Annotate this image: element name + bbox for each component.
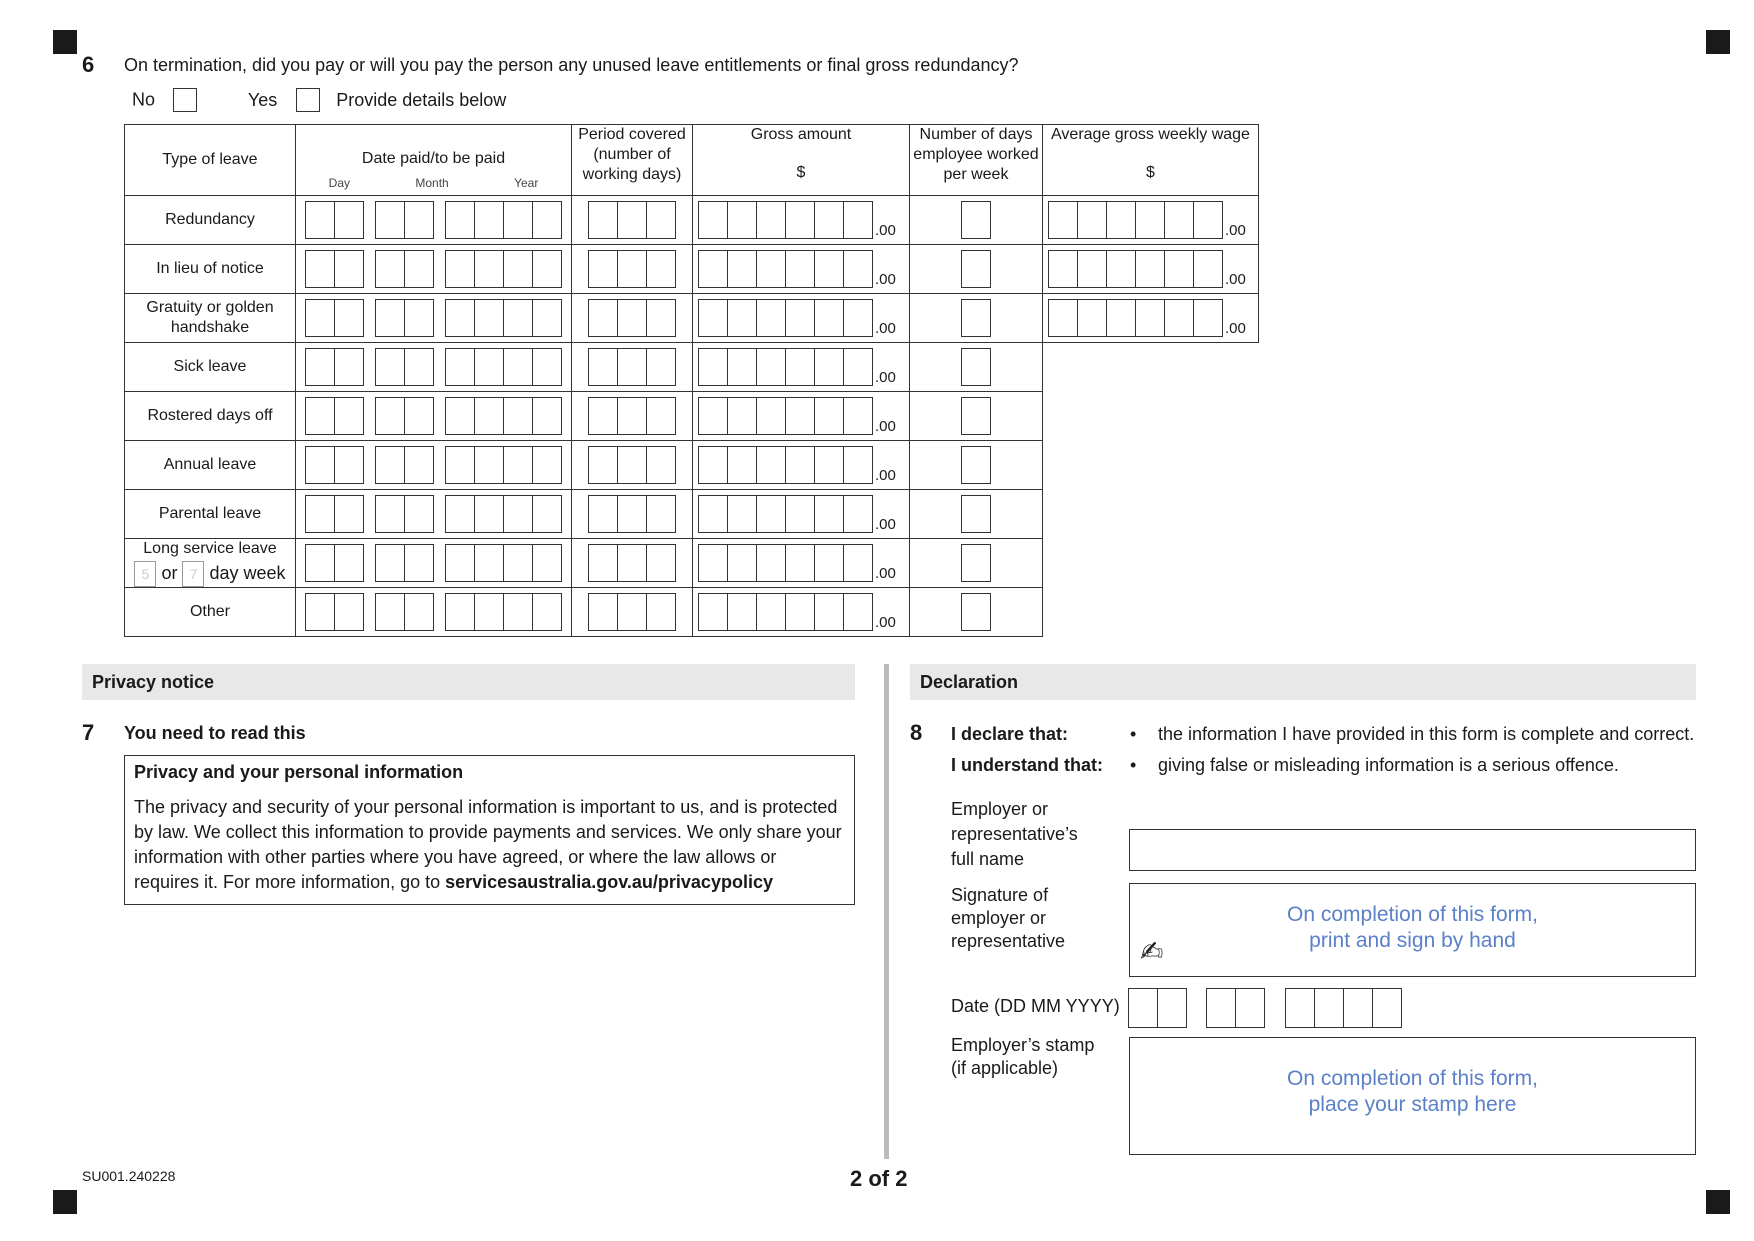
stamp-note-line-1: On completion of this form,	[1287, 1067, 1538, 1090]
month-boxes[interactable]	[376, 299, 434, 337]
question-6-options	[132, 88, 506, 112]
month-boxes[interactable]	[376, 250, 434, 288]
gross-boxes[interactable]	[699, 446, 873, 484]
leave-type-label: Long service leave	[143, 540, 277, 557]
wage-cell	[1043, 245, 1259, 294]
month-boxes[interactable]	[376, 495, 434, 533]
registration-mark-bottom-right	[1706, 1190, 1730, 1214]
signature-field[interactable]	[1129, 883, 1696, 977]
question-7-heading: You need to read this	[124, 723, 306, 743]
date-month-boxes[interactable]	[1207, 988, 1265, 1028]
date-cell	[296, 539, 572, 588]
table-row	[125, 588, 1259, 637]
year-boxes[interactable]	[446, 593, 562, 631]
signature-note-line-2: print and sign by hand	[1309, 929, 1516, 952]
date-subheader	[296, 173, 571, 193]
date-label: Date (DD MM YYYY)	[951, 996, 1120, 1016]
leave-type-cell	[125, 196, 296, 245]
days-cell	[910, 343, 1043, 392]
gross-boxes[interactable]	[699, 250, 873, 288]
header-day: Day	[328, 176, 351, 190]
gross-cents: .00	[875, 222, 896, 239]
gross-cell	[693, 441, 910, 490]
period-cell	[572, 294, 693, 343]
day-boxes[interactable]	[306, 544, 364, 582]
privacy-notice-bar: Privacy notice	[82, 664, 855, 700]
registration-mark-top-left	[53, 30, 77, 54]
table-row	[125, 490, 1259, 539]
period-boxes[interactable]	[589, 593, 676, 631]
leave-type-label: Gratuity or golden handshake	[146, 299, 274, 336]
gross-cell	[693, 539, 910, 588]
day-boxes[interactable]	[306, 446, 364, 484]
year-boxes[interactable]	[446, 299, 562, 337]
header-wage	[1043, 125, 1259, 196]
gross-boxes[interactable]	[699, 299, 873, 337]
privacy-body	[134, 795, 845, 895]
wage-cell	[1043, 294, 1259, 343]
leave-type-cell	[125, 490, 296, 539]
full-name-field[interactable]	[1129, 829, 1696, 871]
days-box[interactable]	[962, 446, 991, 484]
question-8-number: 8	[910, 720, 923, 745]
question-6-text: On termination, did you pay or will you pay the person any unused leave entitlements or final gross redundancy?	[124, 55, 1019, 75]
days-cell	[910, 539, 1043, 588]
date-cell	[296, 392, 572, 441]
period-cell	[572, 245, 693, 294]
header-gross	[693, 125, 910, 196]
month-boxes[interactable]	[376, 397, 434, 435]
wage-boxes[interactable]	[1049, 201, 1223, 239]
seven-day-box[interactable]: 7	[182, 561, 204, 587]
question-6-number: 6	[82, 52, 95, 77]
yes-note: Provide details below	[336, 89, 507, 110]
wage-cents: .00	[1225, 271, 1246, 288]
declare-text: the information I have provided in this form is complete and correct.	[1158, 724, 1695, 744]
day-boxes[interactable]	[306, 593, 364, 631]
wage-cell-empty	[1043, 441, 1259, 490]
table-row	[125, 294, 1259, 343]
period-boxes[interactable]	[589, 201, 676, 239]
week-option	[125, 561, 295, 587]
leave-type-label: Annual leave	[163, 456, 257, 473]
header-month: Month	[415, 176, 449, 190]
wage-cents: .00	[1225, 320, 1246, 337]
date-cell	[296, 490, 572, 539]
period-boxes[interactable]	[589, 397, 676, 435]
leave-type-label: In lieu of notice	[156, 260, 264, 277]
day-boxes[interactable]	[306, 348, 364, 386]
leave-type-cell	[125, 539, 296, 588]
leave-type-cell	[125, 294, 296, 343]
leave-type-label: Redundancy	[165, 211, 255, 228]
registration-mark-bottom-left	[53, 1190, 77, 1214]
period-cell	[572, 441, 693, 490]
date-cell	[296, 196, 572, 245]
header-period-label: Period covered (number of working days)	[578, 126, 686, 183]
period-cell	[572, 539, 693, 588]
date-year-boxes[interactable]	[1286, 988, 1402, 1028]
declaration-bar: Declaration	[910, 664, 1696, 700]
days-cell	[910, 490, 1043, 539]
month-boxes[interactable]	[376, 348, 434, 386]
days-box[interactable]	[962, 250, 991, 288]
leave-type-label: Sick leave	[173, 358, 247, 375]
page-number: 2 of 2	[850, 1166, 908, 1191]
privacy-box	[124, 755, 855, 905]
table-row	[125, 441, 1259, 490]
gross-boxes[interactable]	[699, 544, 873, 582]
form-code: SU001.240228	[82, 1168, 176, 1184]
leave-table-header	[125, 125, 1259, 196]
year-boxes[interactable]	[446, 544, 562, 582]
signature-note-line-1: On completion of this form,	[1287, 903, 1538, 926]
header-date-label: Date paid/to be paid	[361, 150, 506, 167]
gross-cents: .00	[875, 418, 896, 435]
wage-cell-empty	[1043, 343, 1259, 392]
table-row	[125, 539, 1259, 588]
period-boxes[interactable]	[589, 495, 676, 533]
wage-cell-empty	[1043, 392, 1259, 441]
gross-cell	[693, 343, 910, 392]
gross-cell	[693, 245, 910, 294]
leave-type-cell	[125, 441, 296, 490]
yes-label: Yes	[247, 89, 278, 110]
days-cell	[910, 392, 1043, 441]
stamp-label: Employer’s stamp (if applicable)	[951, 1035, 1095, 1078]
gross-cents: .00	[875, 516, 896, 533]
header-gross-unit: $	[796, 164, 806, 181]
yes-checkbox[interactable]	[296, 88, 320, 112]
header-type	[125, 125, 296, 196]
stamp-note-line-2: place your stamp here	[1308, 1093, 1517, 1116]
gross-boxes[interactable]	[699, 593, 873, 631]
day-boxes[interactable]	[306, 250, 364, 288]
table-row	[125, 245, 1259, 294]
signature-note	[1130, 902, 1695, 954]
stamp-field[interactable]	[1129, 1037, 1696, 1155]
days-box[interactable]	[962, 544, 991, 582]
days-box[interactable]	[962, 593, 991, 631]
year-boxes[interactable]	[446, 201, 562, 239]
day-boxes[interactable]	[306, 201, 364, 239]
wage-cents: .00	[1225, 222, 1246, 239]
leave-type-cell	[125, 343, 296, 392]
declare-label: I declare that:	[951, 724, 1069, 744]
year-boxes[interactable]	[446, 397, 562, 435]
understand-bullet: •	[1130, 755, 1137, 775]
leave-table	[124, 124, 1259, 637]
gross-boxes[interactable]	[699, 495, 873, 533]
period-cell	[572, 343, 693, 392]
date-boxes	[1129, 988, 1402, 1028]
gross-boxes[interactable]	[699, 201, 873, 239]
date-cell	[296, 294, 572, 343]
leave-table-body	[125, 196, 1259, 637]
wage-cell	[1043, 196, 1259, 245]
privacy-body-text: The privacy and security of your personal information is important to us, and is protected by law. We collect this information to provide payments and services. We only share your information with other parties where you have agreed, or where the law allows or requires it. For more information, go to	[134, 797, 842, 892]
stamp-note	[1130, 1066, 1695, 1118]
table-row	[125, 196, 1259, 245]
days-box[interactable]	[962, 397, 991, 435]
days-cell	[910, 441, 1043, 490]
month-boxes[interactable]	[376, 446, 434, 484]
or-label: or	[161, 562, 178, 583]
leave-type-label: Other	[189, 603, 230, 620]
header-year: Year	[514, 176, 539, 190]
period-boxes[interactable]	[589, 446, 676, 484]
no-label: No	[132, 89, 156, 110]
days-box[interactable]	[962, 495, 991, 533]
header-period	[572, 125, 693, 196]
days-box[interactable]	[962, 348, 991, 386]
gross-cell	[693, 490, 910, 539]
leave-type-cell	[125, 588, 296, 637]
wage-cell-empty	[1043, 588, 1259, 637]
date-cell	[296, 588, 572, 637]
period-cell	[572, 588, 693, 637]
period-boxes[interactable]	[589, 544, 676, 582]
no-checkbox[interactable]	[173, 88, 197, 112]
gross-cents: .00	[875, 565, 896, 582]
period-cell	[572, 392, 693, 441]
privacy-policy-link[interactable]: servicesaustralia.gov.au/privacypolicy	[445, 872, 773, 892]
understand-text: giving false or misleading information is a serious offence.	[1158, 755, 1619, 775]
days-cell	[910, 245, 1043, 294]
wage-cell-empty	[1043, 539, 1259, 588]
leave-type-label: Rostered days off	[147, 407, 273, 424]
gross-cents: .00	[875, 320, 896, 337]
day-boxes[interactable]	[306, 299, 364, 337]
gross-cents: .00	[875, 271, 896, 288]
gross-cell	[693, 588, 910, 637]
question-7-number: 7	[82, 720, 95, 745]
days-cell	[910, 588, 1043, 637]
month-boxes[interactable]	[376, 201, 434, 239]
day-boxes[interactable]	[306, 495, 364, 533]
wage-cell-empty	[1043, 490, 1259, 539]
gross-cents: .00	[875, 369, 896, 386]
period-boxes[interactable]	[589, 348, 676, 386]
wage-boxes[interactable]	[1049, 250, 1223, 288]
gross-cents: .00	[875, 467, 896, 484]
leave-type-label: Parental leave	[158, 505, 262, 522]
date-cell	[296, 343, 572, 392]
year-boxes[interactable]	[446, 250, 562, 288]
days-cell	[910, 294, 1043, 343]
column-divider	[884, 664, 889, 1159]
header-days-label: Number of days employee worked per week	[913, 126, 1039, 183]
gross-cents: .00	[875, 614, 896, 631]
table-row	[125, 343, 1259, 392]
full-name-label: Employer or representative’s full name	[951, 799, 1078, 869]
header-date	[296, 125, 572, 196]
date-day-boxes[interactable]	[1129, 988, 1187, 1028]
wage-boxes[interactable]	[1049, 299, 1223, 337]
year-boxes[interactable]	[446, 348, 562, 386]
month-boxes[interactable]	[376, 544, 434, 582]
date-cell	[296, 441, 572, 490]
gross-boxes[interactable]	[699, 348, 873, 386]
leave-type-cell	[125, 392, 296, 441]
table-row	[125, 392, 1259, 441]
five-day-box[interactable]: 5	[134, 561, 156, 587]
header-gross-label: Gross amount	[750, 126, 852, 143]
privacy-box-title: Privacy and your personal information	[134, 762, 464, 782]
header-type-label: Type of leave	[162, 151, 258, 168]
header-wage-label: Average gross weekly wage	[1051, 126, 1250, 143]
day-week-label: day week	[209, 562, 286, 583]
period-boxes[interactable]	[589, 299, 676, 337]
days-cell	[910, 196, 1043, 245]
gross-boxes[interactable]	[699, 397, 873, 435]
gross-cell	[693, 196, 910, 245]
gross-cell	[693, 294, 910, 343]
month-boxes[interactable]	[376, 593, 434, 631]
period-boxes[interactable]	[589, 250, 676, 288]
signature-label: Signature of employer or representative	[951, 885, 1066, 951]
gross-cell	[693, 392, 910, 441]
days-box[interactable]	[962, 299, 991, 337]
period-cell	[572, 490, 693, 539]
day-boxes[interactable]	[306, 397, 364, 435]
understand-label: I understand that:	[951, 755, 1103, 775]
header-wage-unit: $	[1146, 164, 1155, 181]
year-boxes[interactable]	[446, 446, 562, 484]
header-days	[910, 125, 1043, 196]
leave-type-cell	[125, 245, 296, 294]
pen-writing-icon: ✍	[1140, 936, 1164, 967]
registration-mark-top-right	[1706, 30, 1730, 54]
days-box[interactable]	[962, 201, 991, 239]
year-boxes[interactable]	[446, 495, 562, 533]
declare-bullet: •	[1130, 724, 1137, 744]
date-cell	[296, 245, 572, 294]
period-cell	[572, 196, 693, 245]
